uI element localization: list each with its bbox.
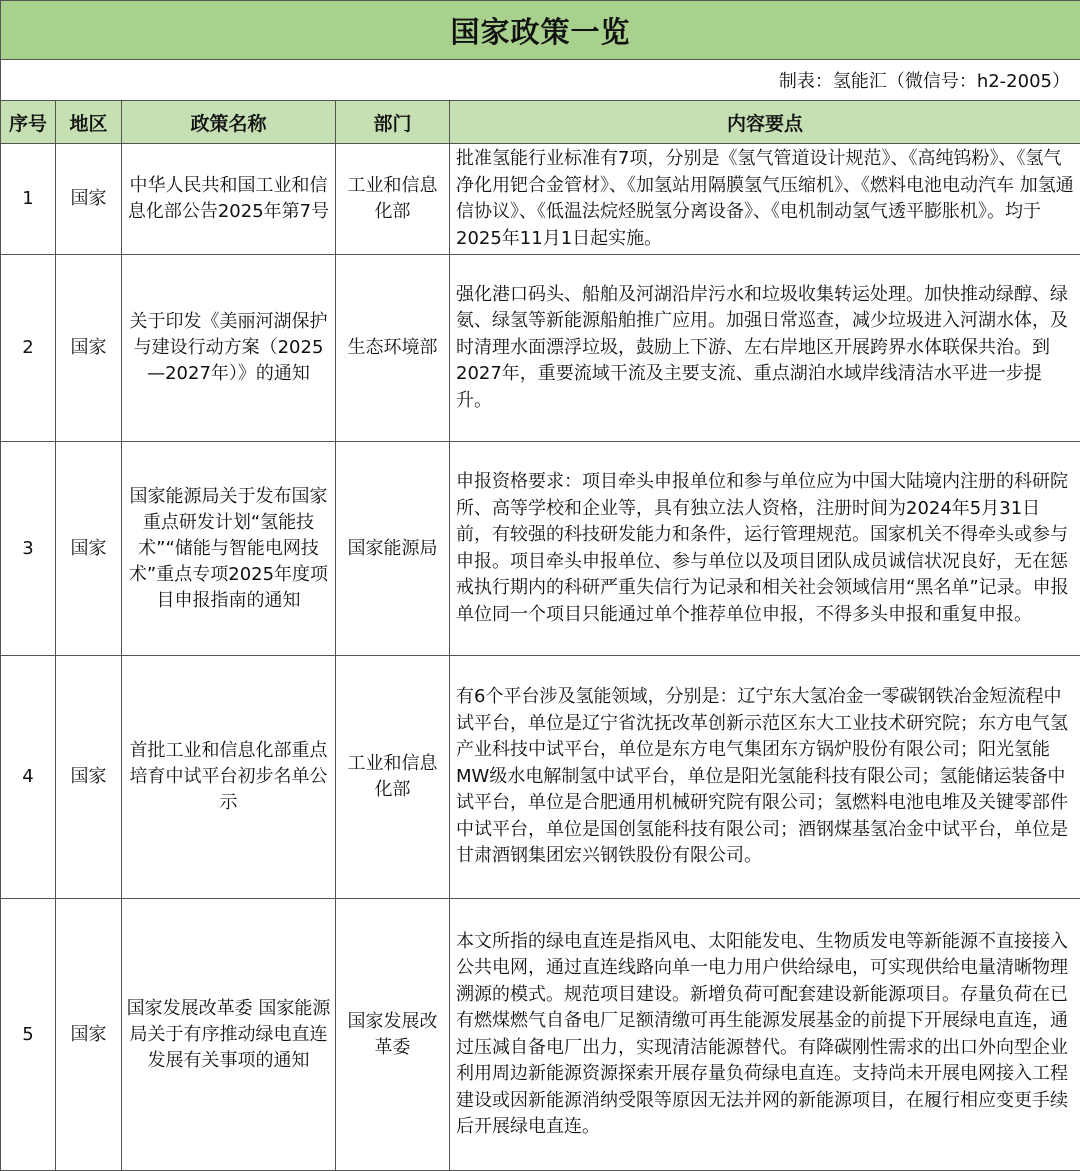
row-policy-name: 国家发展改革委 国家能源局关于有序推动绿电直连发展有关事项的通知 bbox=[122, 899, 336, 1171]
table-row bbox=[1, 442, 1080, 656]
row-department: 国家发展改革委 bbox=[336, 899, 450, 1171]
title-row bbox=[1, 1, 1080, 60]
header-department: 部门 bbox=[336, 101, 450, 144]
row-region: 国家 bbox=[56, 144, 122, 255]
row-department: 国家能源局 bbox=[336, 442, 450, 656]
header-content: 内容要点 bbox=[450, 101, 1080, 144]
row-no: 4 bbox=[1, 656, 56, 899]
row-department: 生态环境部 bbox=[336, 255, 450, 442]
row-policy-name: 首批工业和信息化部重点培育中试平台初步名单公示 bbox=[122, 656, 336, 899]
row-no: 1 bbox=[1, 144, 56, 255]
table-row bbox=[1, 144, 1080, 255]
table-row bbox=[1, 255, 1080, 442]
row-policy-name: 中华人民共和国工业和信息化部公告2025年第7号 bbox=[122, 144, 336, 255]
header-region: 地区 bbox=[56, 101, 122, 144]
row-no: 3 bbox=[1, 442, 56, 656]
row-content: 申报资格要求：项目牵头申报单位和参与单位应为中国大陆境内注册的科研院所、高等学校和企业等，具有独立法人资格，注册时间为2024年5月31日前，有较强的科技研发能力和条件，运行管理规范。国家机关不得牵头或参与申报。项目牵头申报单位、参与单位以及项目团队成员诚信状况良好，无在惩戒执行期内的科研严重失信行为记录和相关社会领域信用“黑名单”记录。申报单位同一个项目只能通过单个推荐单位申报，不得多头申报和重复申报。 bbox=[450, 442, 1080, 656]
header-row bbox=[1, 101, 1080, 144]
row-content: 有6个平台涉及氢能领域，分别是：辽宁东大氢冶金一零碳钢铁冶金短流程中试平台，单位是辽宁省沈抚改革创新示范区东大工业技术研究院；东方电气氢产业科技中试平台，单位是东方电气集团东方锅炉股份有限公司；阳光氢能MW级水电解制氢中试平台，单位是阳光氢能科技有限公司；氢能储运装备中试平台，单位是合肥通用机械研究院有限公司；氢燃料电池电堆及关键零部件中试平台，单位是国创氢能科技有限公司；酒钢煤基氢冶金中试平台，单位是甘肃酒钢集团宏兴钢铁股份有限公司。 bbox=[450, 656, 1080, 899]
table-row bbox=[1, 899, 1080, 1171]
table-title: 国家政策一览 bbox=[1, 1, 1080, 60]
row-content: 本文所指的绿电直连是指风电、太阳能发电、生物质发电等新能源不直接接入公共电网，通过直连线路向单一电力用户供给绿电，可实现供给电量清晰物理溯源的模式。规范项目建设。新增负荷可配套建设新能源项目。存量负荷在已有燃煤燃气自备电厂足额清缴可再生能源发展基金的前提下开展绿电直连，通过压减自备电厂出力，实现清洁能源替代。有降碳刚性需求的出口外向型企业利用周边新能源资源探索开展存量负荷绿电直连。支持尚未开展电网接入工程建设或因新能源消纳受限等原因无法并网的新能源项目，在履行相应变更手续后开展绿电直连。 bbox=[450, 899, 1080, 1171]
header-no: 序号 bbox=[1, 101, 56, 144]
row-content: 强化港口码头、船舶及河湖沿岸污水和垃圾收集转运处理。加快推动绿醇、绿氨、绿氢等新能源船舶推广应用。加强日常巡查，减少垃圾进入河湖水体，及时清理水面漂浮垃圾，鼓励上下游、左右岸地区开展跨界水体联保共治。到2027年，重要流域干流及主要支流、重点湖泊水域岸线清洁水平进一步提升。 bbox=[450, 255, 1080, 442]
row-region: 国家 bbox=[56, 656, 122, 899]
row-no: 2 bbox=[1, 255, 56, 442]
row-policy-name: 国家能源局关于发布国家重点研发计划“氢能技术”“储能与智能电网技术”重点专项2025年度项目申报指南的通知 bbox=[122, 442, 336, 656]
row-region: 国家 bbox=[56, 442, 122, 656]
row-region: 国家 bbox=[56, 899, 122, 1171]
row-content: 批准氢能行业标准有7项，分别是《氢气管道设计规范》、《高纯钨粉》、《氢气净化用钯合金管材》、《加氢站用隔膜氢气压缩机》、《燃料电池电动汽车 加氢通信协议》、《低温法烷烃脱氢分离设备》、《电机制动氢气透平膨胀机》。均于2025年11月1日起实施。 bbox=[450, 144, 1080, 255]
header-policy-name: 政策名称 bbox=[122, 101, 336, 144]
row-region: 国家 bbox=[56, 255, 122, 442]
source-row bbox=[1, 60, 1080, 101]
row-department: 工业和信息化部 bbox=[336, 656, 450, 899]
row-department: 工业和信息化部 bbox=[336, 144, 450, 255]
row-no: 5 bbox=[1, 899, 56, 1171]
source-note: 制表：氢能汇（微信号：h2-2005） bbox=[1, 60, 1080, 101]
table-row bbox=[1, 656, 1080, 899]
row-policy-name: 关于印发《美丽河湖保护与建设行动方案（2025—2027年）》的通知 bbox=[122, 255, 336, 442]
